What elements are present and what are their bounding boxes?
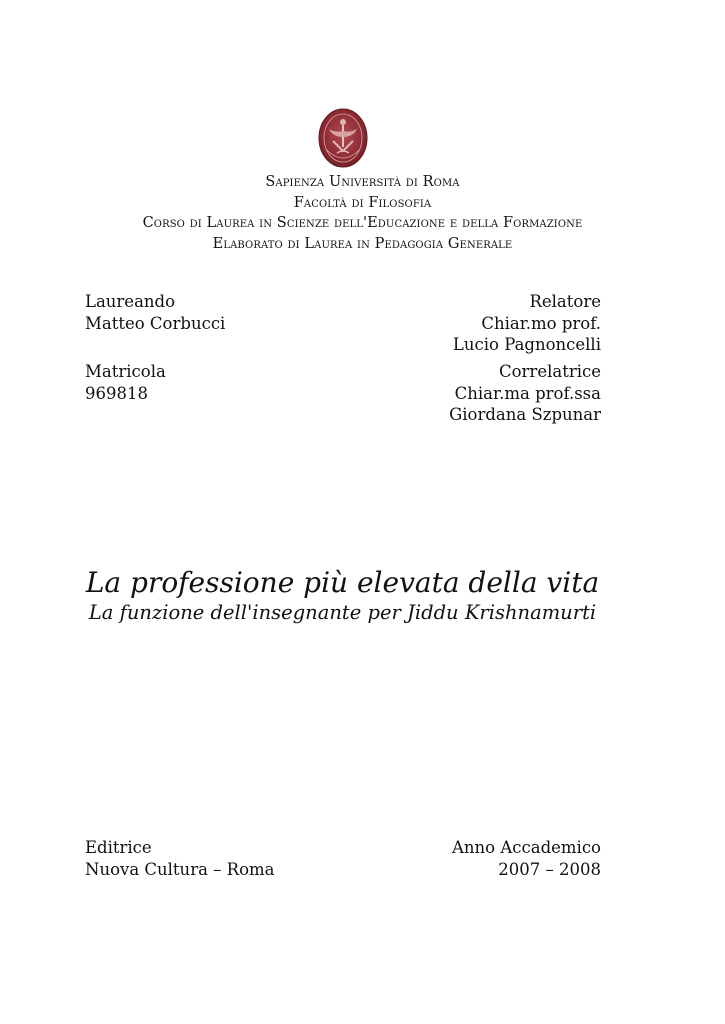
thesis-title: La professione più elevata della vita — [85, 566, 600, 599]
thesis-title-block — [0, 566, 685, 626]
student-id-block — [85, 361, 166, 404]
academic-year-value: 2007 – 2008 — [498, 859, 601, 879]
co-supervisor-title: Chiar.ma prof.ssa — [454, 383, 601, 403]
publisher-name: Nuova Cultura – Roma — [85, 859, 275, 879]
student-id-number: 969818 — [85, 383, 148, 403]
supervisor-block — [453, 291, 601, 356]
student-id-label: Matricola — [85, 362, 166, 381]
co-supervisor-block — [449, 361, 601, 426]
faculty-name: Facoltà di Filosofia — [293, 194, 432, 211]
academic-year-label: Anno Accademico — [451, 838, 601, 857]
supervisor-name: Lucio Pagnoncelli — [452, 335, 601, 354]
supervisor-label: Relatore — [529, 292, 601, 311]
institution-header — [0, 172, 725, 254]
academic-year-block — [452, 837, 601, 880]
university-name: Sapienza Università di Roma — [265, 174, 460, 190]
university-seal-logo — [317, 107, 369, 169]
publisher-block — [85, 837, 275, 880]
supervisor-title: Chiar.mo prof. — [481, 313, 601, 333]
thesis-subtitle: La funzione dell'insegnante per Jiddu Krishnamurti — [88, 601, 597, 624]
publisher-label: Editrice — [85, 838, 152, 857]
thesis-type: Elaborato di Laurea in Pedagogia Generale — [212, 235, 513, 252]
student-name: Matteo Corbucci — [85, 313, 226, 333]
co-supervisor-label: Correlatrice — [498, 362, 601, 381]
co-supervisor-name: Giordana Szpunar — [449, 405, 601, 424]
course-name: Corso di Laurea in Scienze dell'Educazione e della Formazione — [142, 215, 583, 231]
student-label: Laureando — [85, 292, 176, 311]
student-block — [85, 291, 225, 334]
